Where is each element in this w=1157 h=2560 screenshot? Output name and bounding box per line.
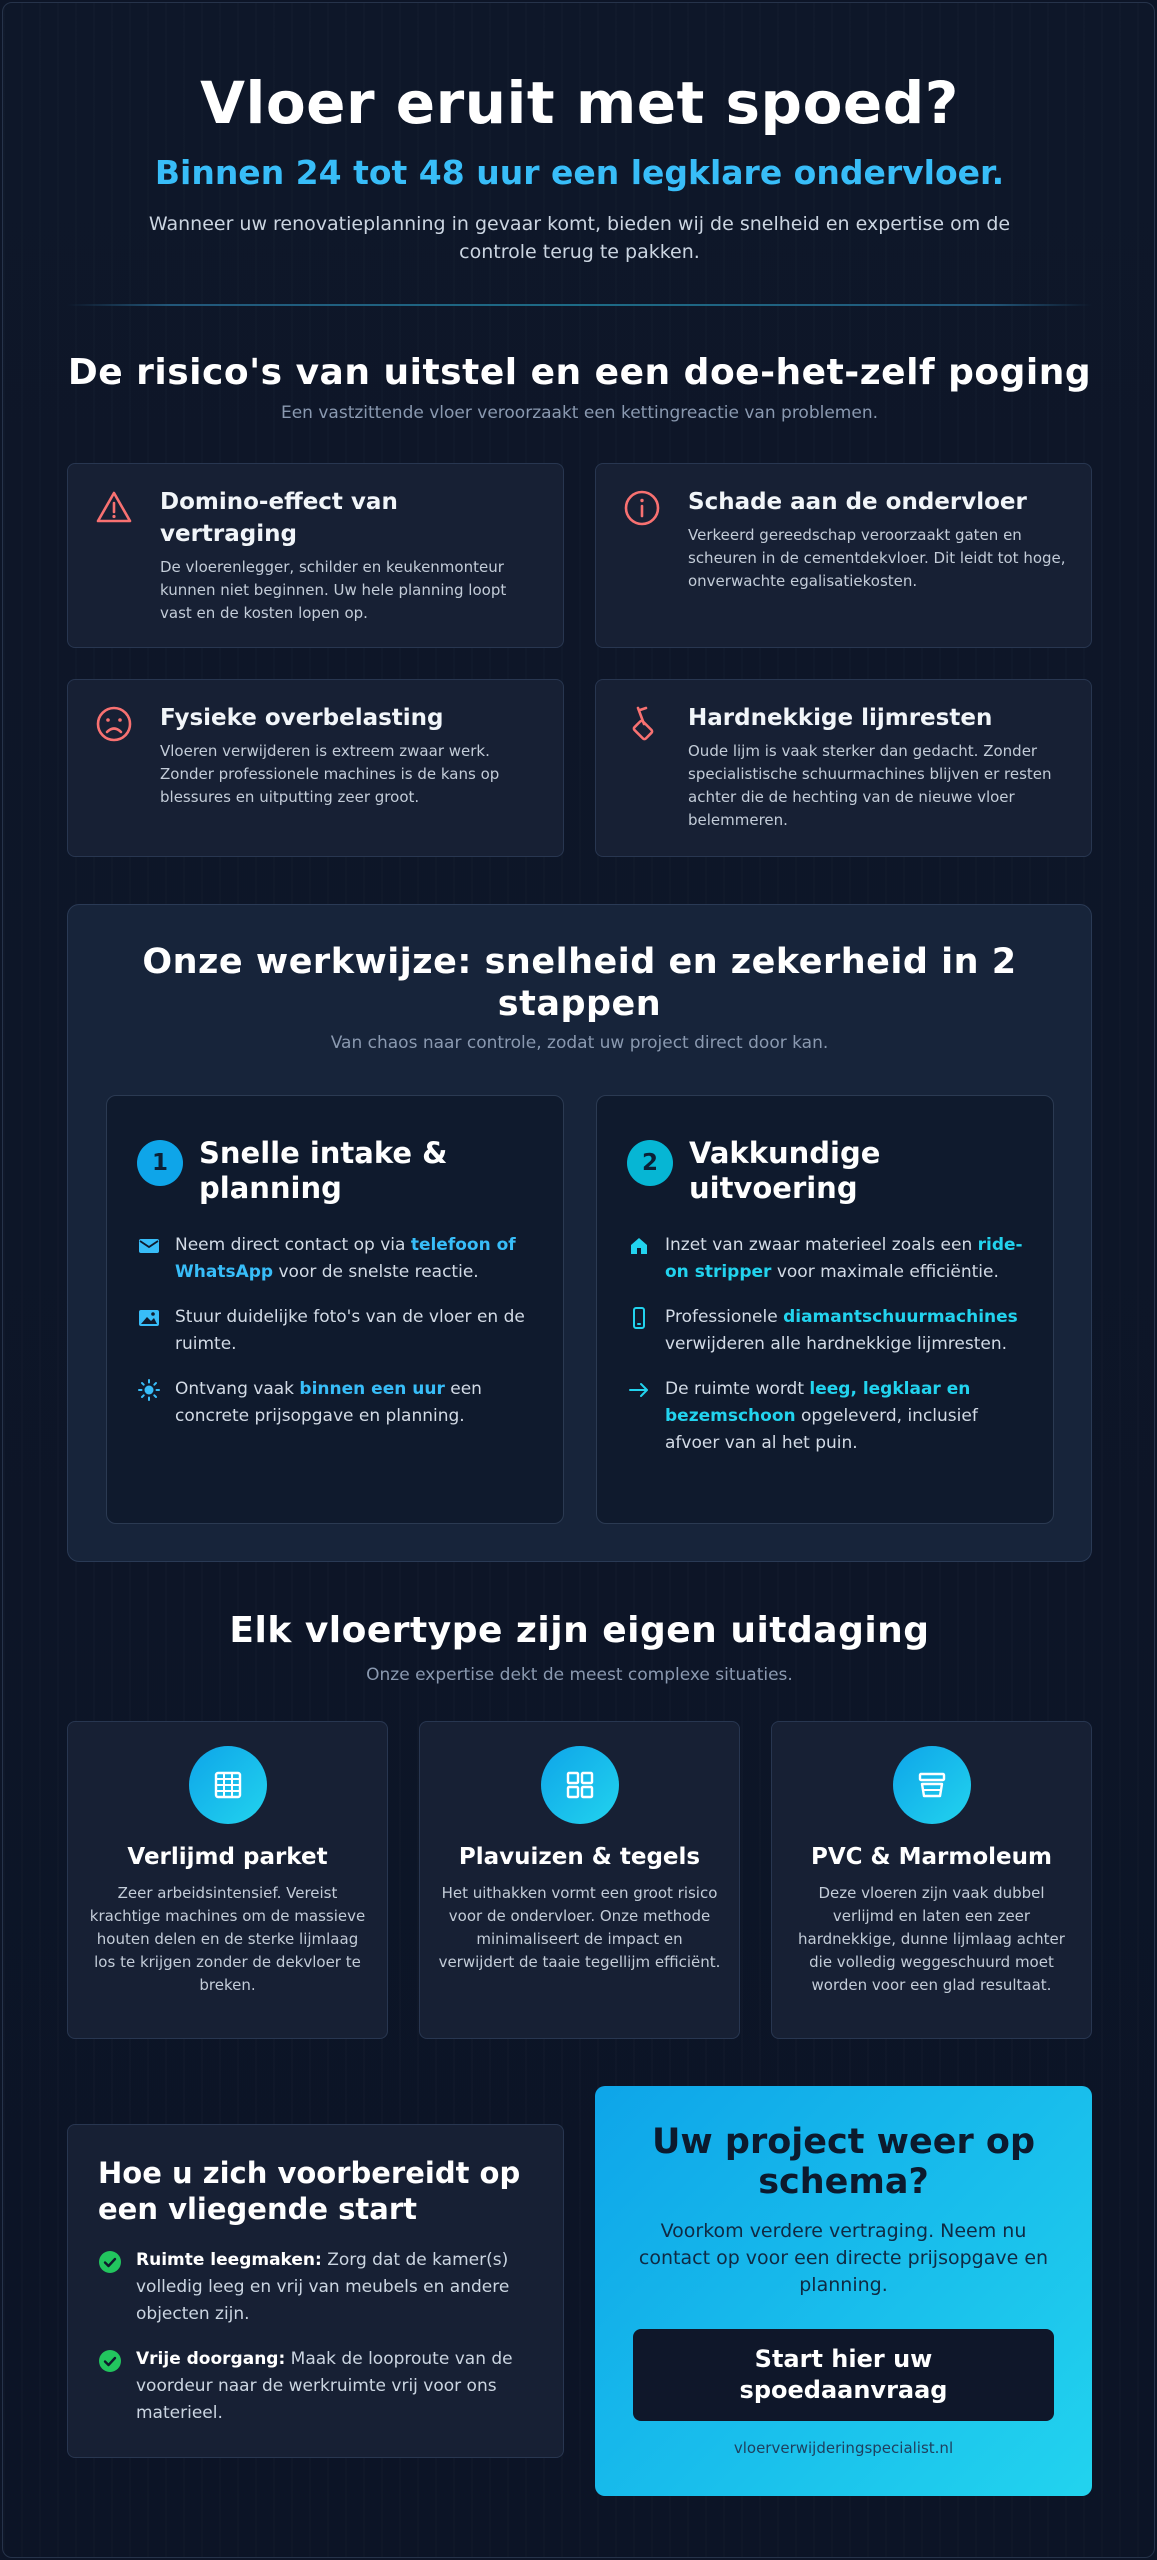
list-item-text: Stuur duidelijke foto's van de vloer en de ruimte. — [175, 1307, 525, 1354]
risk-card-glue — [595, 679, 1092, 857]
step-number: 1 — [137, 1140, 183, 1186]
step-list — [627, 1232, 1023, 1457]
cta-text: Voorkom verdere vertraging. Neem nu contact op voor een directe prijsopgave en planning. — [638, 2220, 1049, 2296]
scraper-icon — [622, 704, 662, 744]
page-intro: Wanneer uw renovatieplanning in gevaar komt, bieden wij de snelheid en expertise om de controle terug te pakken. — [148, 213, 1011, 263]
prep-title: Hoe u zich voorbereidt op een vliegende start — [98, 2156, 521, 2226]
list-item-text: Professionele diamantschuurmachines verwijderen alle hardnekkige lijmresten. — [665, 1307, 1018, 1354]
list-item — [98, 2346, 533, 2427]
page-subtitle: Binnen 24 tot 48 uur een legklare ondervloer. — [154, 153, 1005, 192]
step-title: Snelle intake & planning — [199, 1136, 448, 1205]
risks-subtitle: Een vastzittende vloer veroorzaakt een kettingreactie van problemen. — [280, 403, 879, 423]
risk-text: Verkeerd gereedschap veroorzaakt gaten en scheuren in de cementdekvloer. Dit leidt tot hoge, onverwachte egalisatiekosten. — [688, 526, 1066, 590]
floor-text: Het uithakken vormt een groot risico voor de ondervloer. Onze methode minimaliseert de impact en verwijdert de taaie tegellijm efficiënt. — [438, 1884, 721, 1971]
sad-face-icon — [94, 704, 134, 744]
mail-icon — [137, 1234, 161, 1258]
phone-icon — [627, 1306, 651, 1330]
floor-name: Verlijmd parket — [127, 1844, 328, 1870]
check-circle-icon — [98, 2250, 122, 2274]
layers-icon — [915, 1768, 949, 1802]
step-number: 2 — [627, 1140, 673, 1186]
step-title: Vakkundige uitvoering — [689, 1136, 881, 1205]
risk-card-physical — [67, 679, 564, 857]
list-item — [137, 1376, 533, 1430]
floor-grid — [67, 1721, 1092, 2039]
list-item — [627, 1376, 1023, 1457]
list-item-text: Ruimte leegmaken: Zorg dat de kamer(s) volledig leeg en vrij van meubels en andere objecten zijn. — [136, 2250, 510, 2324]
step-header — [137, 1136, 533, 1206]
list-item-text: Ontvang vaak binnen een uur een concrete prijsopgave en planning. — [175, 1379, 482, 1426]
list-item — [98, 2247, 533, 2328]
table-icon — [211, 1768, 245, 1802]
risks-title: De risico's van uitstel en een doe-het-zelf poging — [67, 352, 1092, 393]
risk-title: Fysieke overbelasting — [160, 705, 444, 731]
list-item-text: Inzet van zwaar materieel zoals een ride-on stripper voor maximale efficiëntie. — [665, 1235, 1023, 1282]
floor-card-pvc — [771, 1721, 1092, 2039]
page-title: Vloer eruit met spoed? — [200, 69, 959, 137]
step-list — [137, 1232, 533, 1430]
step-card-intake — [106, 1095, 564, 1524]
list-item — [627, 1232, 1023, 1286]
preparation-card — [67, 2124, 564, 2458]
list-item-text: Neem direct contact op via telefoon of WhatsApp voor de snelste reactie. — [175, 1235, 516, 1282]
risk-text: De vloerenlegger, schilder en keukenmonteur kunnen niet beginnen. Uw hele planning loopt vast en de kosten lopen op. — [160, 558, 507, 622]
floors-title: Elk vloertype zijn eigen uitdaging — [229, 1610, 930, 1651]
spoedaanvraag-button[interactable]: Start hier uw spoedaanvraag — [633, 2329, 1054, 2421]
cta-card — [595, 2086, 1092, 2496]
cta-title: Uw project weer op schema? — [651, 2122, 1036, 2202]
risk-text: Oude lijm is vaak sterker dan gedacht. Zonder specialistische schuurmachines blijven er resten achter die de hechting van de nieuwe vloer belemmeren. — [688, 742, 1052, 829]
floors-subtitle: Onze expertise dekt de meest complexe situaties. — [366, 1665, 793, 1685]
risk-text: Vloeren verwijderen is extreem zwaar werk. Zonder professionele machines is de kans op blessures en uitputting zeer groot. — [160, 742, 500, 806]
info-icon — [622, 488, 662, 528]
step-card-execution — [596, 1095, 1054, 1524]
floor-icon-circle — [189, 1746, 267, 1824]
floor-name: PVC & Marmoleum — [811, 1844, 1052, 1870]
floor-name: Plavuizen & tegels — [458, 1844, 701, 1870]
list-item — [137, 1304, 533, 1358]
floor-icon-circle — [541, 1746, 619, 1824]
risk-title: Domino-effect van vertraging — [160, 489, 398, 547]
home-icon — [627, 1234, 651, 1258]
risk-grid — [67, 463, 1092, 857]
risk-title: Schade aan de ondervloer — [688, 489, 1027, 515]
image-icon — [137, 1306, 161, 1330]
grid-icon — [563, 1768, 597, 1802]
floor-card-tiles — [419, 1721, 740, 2039]
process-steps — [106, 1095, 1053, 1524]
risk-card-domino — [67, 463, 564, 648]
divider — [67, 304, 1092, 306]
process-section — [67, 904, 1092, 1562]
floor-text: Zeer arbeidsintensief. Vereist krachtige machines om de massieve houten delen en de sterke lijmlaag los te krijgen zonder de dekvloer te breken. — [89, 1884, 366, 1994]
list-item-text: Vrije doorgang: Maak de looproute van de voordeur naar de werkruimte vrij voor ons materieel. — [136, 2349, 513, 2423]
floor-text: Deze vloeren zijn vaak dubbel verlijmd en laten een zeer hardnekkige, dunne lijmlaag achter die volledig weggeschuurd moet worden voor een glad resultaat. — [798, 1884, 1065, 1994]
step-header — [627, 1136, 1023, 1206]
process-title: Onze werkwijze: snelheid en zekerheid in 2 stappen — [142, 942, 1017, 1024]
check-circle-icon — [98, 2349, 122, 2373]
floor-card-parket — [67, 1721, 388, 2039]
risk-title: Hardnekkige lijmresten — [688, 705, 993, 731]
arrow-right-icon — [627, 1378, 651, 1402]
sun-icon — [137, 1378, 161, 1402]
list-item — [627, 1304, 1023, 1358]
list-item-text: De ruimte wordt leeg, legklaar en bezemschoon opgeleverd, inclusief afvoer van al het puin. — [665, 1379, 978, 1453]
warning-icon — [94, 488, 134, 528]
process-subtitle: Van chaos naar controle, zodat uw project direct door kan. — [330, 1033, 829, 1053]
bottom-row — [67, 2086, 1092, 2496]
prep-list — [98, 2247, 533, 2427]
list-item — [137, 1232, 533, 1286]
website-url: vloerverwijderingspecialist.nl — [733, 2439, 954, 2457]
floor-icon-circle — [893, 1746, 971, 1824]
infographic-page — [2, 2, 1155, 2558]
risk-card-damage — [595, 463, 1092, 648]
